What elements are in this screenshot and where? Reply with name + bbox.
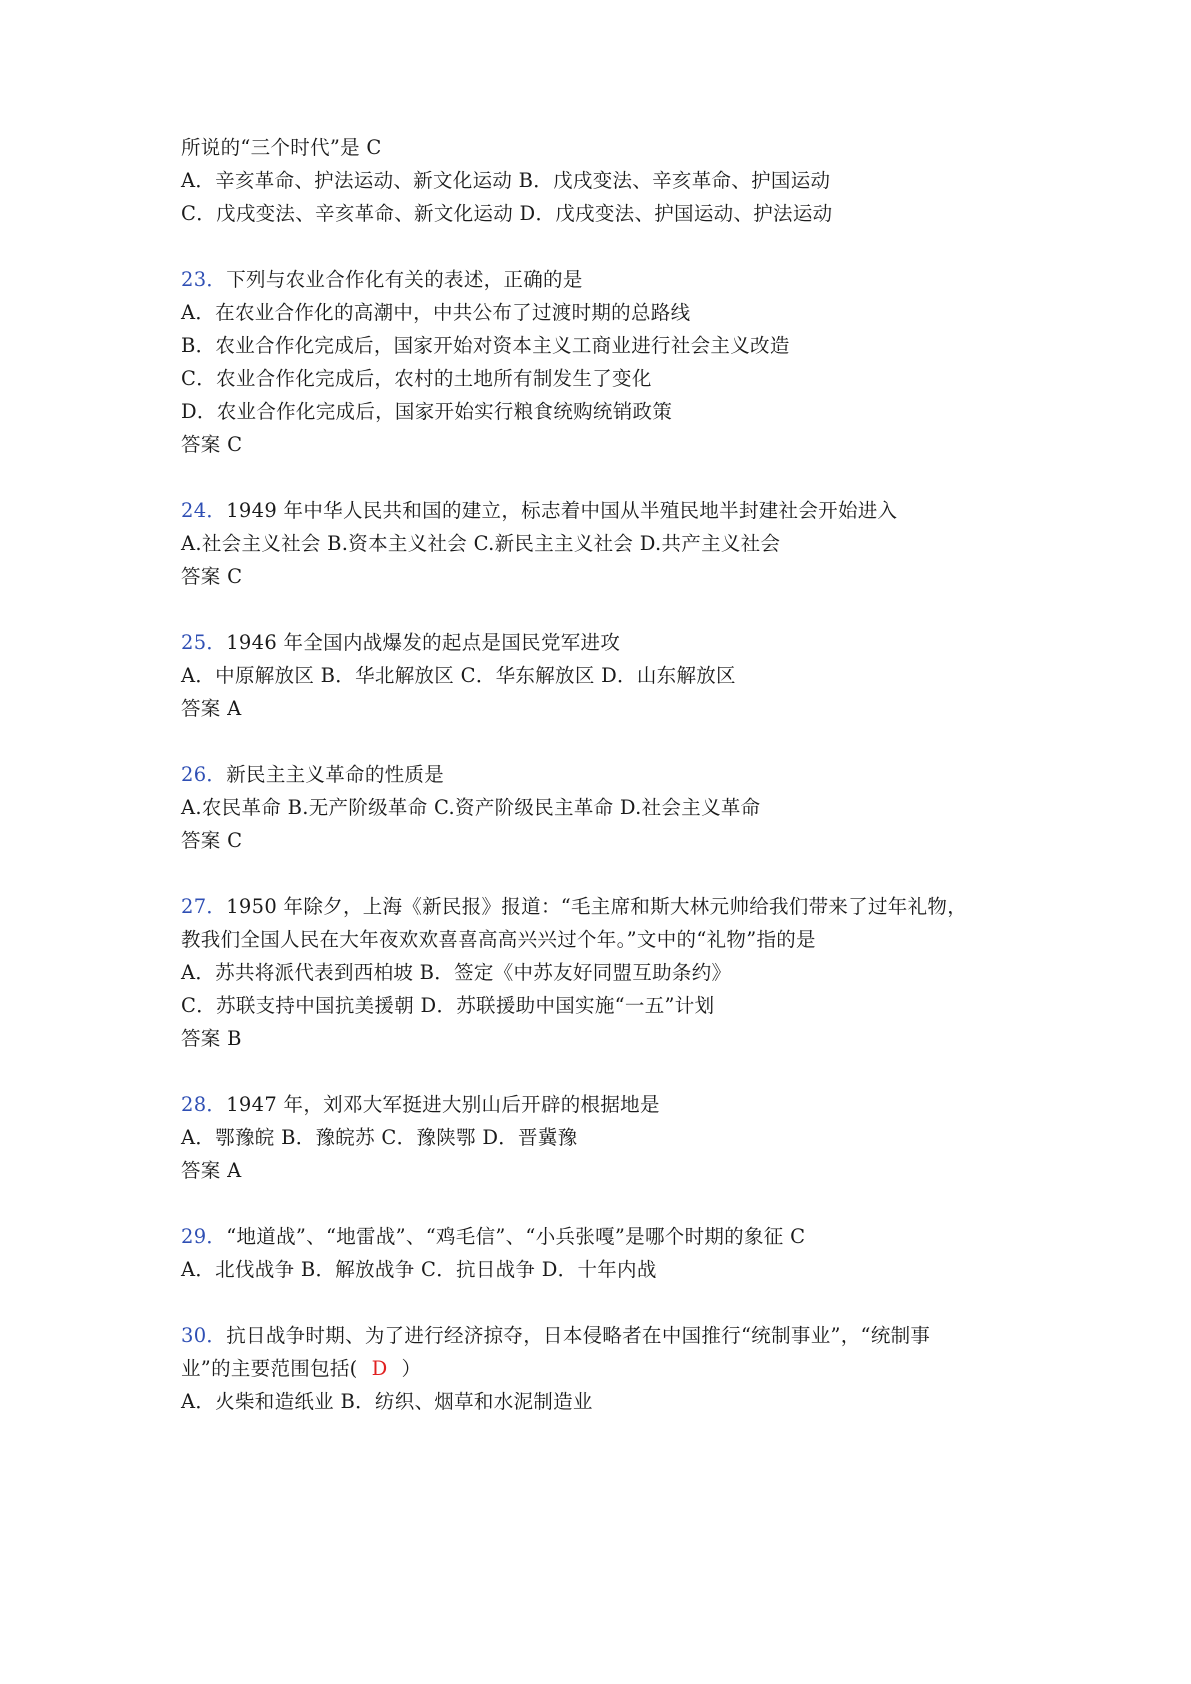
q26-stem: 新民主主义革命的性质是 [226, 763, 445, 786]
q25-options: A．中原解放区 B．华北解放区 C．华东解放区 D．山东解放区 [181, 664, 736, 687]
q24-number: 24． [181, 499, 227, 522]
q26-answer: 答案 C [181, 829, 243, 852]
q26-stem-line [181, 762, 444, 788]
q24-answer: 答案 C [181, 565, 243, 588]
q28-number: 28． [181, 1093, 227, 1116]
q22-options-line1: A．辛亥革命、护法运动、新文化运动 B．戊戌变法、辛亥革命、护国运动 [181, 169, 831, 192]
q28-options: A．鄂豫皖 B．豫皖苏 C．豫陕鄂 D．晋冀豫 [181, 1126, 578, 1149]
q22-stem: 所说的“三个时代”是 C [181, 136, 382, 159]
q25-answer: 答案 A [181, 697, 242, 720]
q24-options: A.社会主义社会 B.资本主义社会 C.新民主主义社会 D.共产主义社会 [181, 532, 781, 555]
q30-options-line1: A．火柴和造纸业 B．纺织、烟草和水泥制造业 [181, 1390, 593, 1413]
q23-option-c: C．农业合作化完成后，农村的土地所有制发生了变化 [181, 367, 652, 390]
q30-stem-line2 [181, 1356, 421, 1382]
q27-options-line1: A．苏共将派代表到西柏坡 B．签定《中苏友好同盟互助条约》 [181, 961, 732, 984]
q25-number: 25． [181, 631, 227, 654]
q29-number: 29． [181, 1225, 227, 1248]
q23-option-a: A．在农业合作化的高潮中，中共公布了过渡时期的总路线 [181, 301, 691, 324]
q26-options: A.农民革命 B.无产阶级革命 C.资产阶级民主革命 D.社会主义革命 [181, 796, 761, 819]
q23-number: 23． [181, 268, 227, 291]
q27-stem-line2: 教我们全国人民在大年夜欢欢喜喜高高兴兴过个年。”文中的“礼物”指的是 [181, 928, 816, 951]
q28-stem: 1947 年，刘邓大军挺进大别山后开辟的根据地是 [226, 1093, 660, 1116]
q27-options-line2: C．苏联支持中国抗美援朝 D．苏联援助中国实施“一五”计划 [181, 994, 715, 1017]
q30-stem-part1: 抗日战争时期、为了进行经济掠夺，日本侵略者在中国推行“统制事业”，“统制事 [226, 1324, 931, 1347]
q29-options: A．北伐战争 B．解放战争 C．抗日战争 D．十年内战 [181, 1258, 657, 1281]
q23-stem-line [181, 267, 583, 293]
q22-options-line2: C．戊戌变法、辛亥革命、新文化运动 D．戊戌变法、护国运动、护法运动 [181, 202, 833, 225]
q28-answer: 答案 A [181, 1159, 242, 1182]
q23-answer: 答案 C [181, 433, 243, 456]
q27-answer: 答案 B [181, 1027, 242, 1050]
q25-stem: 1946 年全国内战爆发的起点是国民党军进攻 [226, 631, 621, 654]
q24-stem: 1949 年中华人民共和国的建立，标志着中国从半殖民地半封建社会开始进入 [226, 499, 898, 522]
q27-number: 27． [181, 895, 227, 918]
q23-option-d: D．农业合作化完成后，国家开始实行粮食统购统销政策 [181, 400, 673, 423]
q29-stem: “地道战”、“地雷战”、“鸡毛信”、“小兵张嘎”是哪个时期的象征 C [226, 1225, 806, 1248]
q23-stem: 下列与农业合作化有关的表述，正确的是 [226, 268, 583, 291]
q30-stem-part3: ） [401, 1357, 422, 1380]
q30-number: 30． [181, 1324, 227, 1347]
q30-stem-line1 [181, 1323, 930, 1349]
q25-stem-line [181, 630, 620, 656]
q26-number: 26． [181, 763, 227, 786]
q24-stem-line [181, 498, 897, 524]
q29-stem-line [181, 1224, 805, 1250]
q30-answer-mark: D [371, 1357, 388, 1380]
q28-stem-line [181, 1092, 660, 1118]
q23-option-b: B．农业合作化完成后，国家开始对资本主义工商业进行社会主义改造 [181, 334, 790, 357]
q30-stem-part2: 业”的主要范围包括( [181, 1357, 358, 1380]
q27-stem-line1 [181, 894, 967, 920]
q27-stem-part1: 1950 年除夕，上海《新民报》报道：“毛主席和斯大林元帅给我们带来了过年礼物， [226, 895, 968, 918]
